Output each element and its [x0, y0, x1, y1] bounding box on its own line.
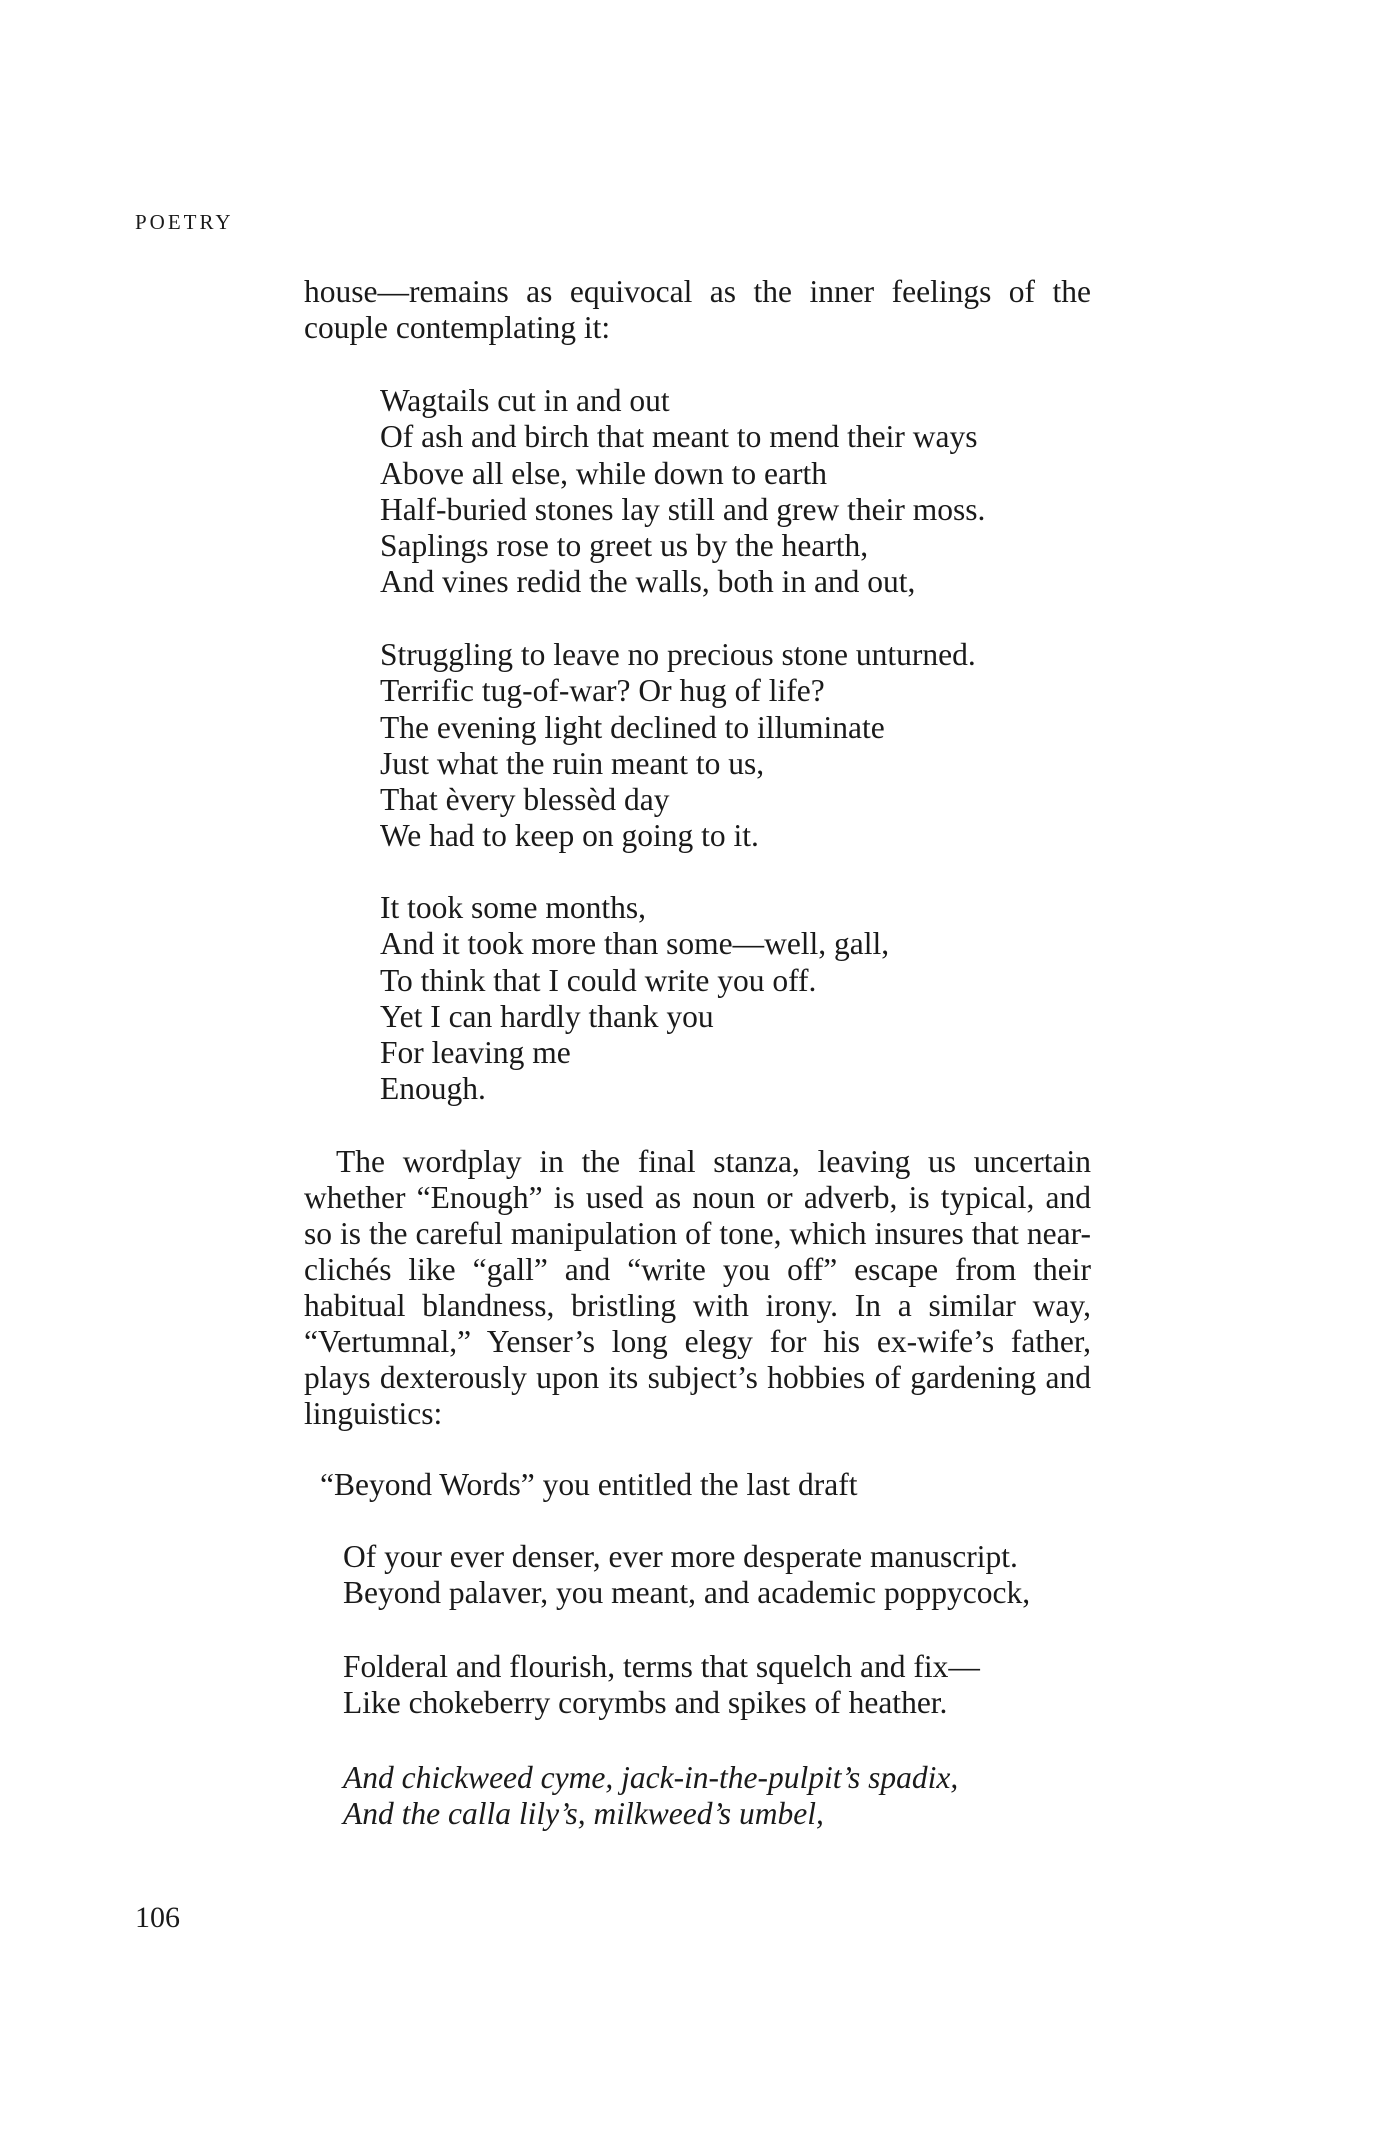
poem-line: That èvery blessèd day: [380, 782, 670, 818]
poem-line: Struggling to leave no precious stone unturned.: [380, 637, 976, 672]
poem-line: Above all else, while down to earth: [380, 455, 827, 491]
poem-line: Half-buried stones lay still and grew their moss.: [380, 491, 986, 527]
intro-paragraph: house—remains as equivocal as the inner feelings of the couple contemplating it:: [304, 274, 1091, 345]
poem-line: Of ash and birch that meant to mend their ways: [380, 419, 978, 455]
running-head: POETRY: [135, 210, 234, 234]
vertumnal-couplet-1: [343, 1539, 1030, 1611]
vertumnal-line: Folderal and flourish, terms that squelch and fix—: [343, 1649, 980, 1684]
poem-stanza-1: [380, 383, 985, 601]
poem-line: Enough.: [380, 1071, 486, 1107]
poem-line: To think that I could write you off.: [380, 962, 817, 998]
poem-stanza-3: [380, 890, 889, 1108]
poem-line: Wagtails cut in and out: [380, 383, 670, 418]
vertumnal-line: And chickweed cyme, jack-in-the-pulpit’s spadix,: [343, 1760, 959, 1795]
vertumnal-opening-line: “Beyond Words” you entitled the last draft: [320, 1467, 858, 1502]
vertumnal-line: Beyond palaver, you meant, and academic poppycock,: [343, 1575, 1031, 1610]
vertumnal-line: Of your ever denser, ever more desperate manuscript.: [343, 1539, 1018, 1574]
poem-line: Saplings rose to greet us by the hearth,: [380, 528, 869, 564]
poem-line: We had to keep on going to it.: [380, 818, 759, 854]
poem-line: And it took more than some—well, gall,: [380, 926, 890, 962]
discussion-paragraph: The wordplay in the final stanza, leaving us uncertain whether “Enough” is used as noun or adverb, is typical, and so is the careful manipulation of tone, which insures that near-clichés like “gall” and “write you off” escape from their habitual blandness, bristling with irony. In a similar way, “Vertumnal,” Yenser’s long elegy for his ex-wife’s father, plays dexterously upon its subject’s hobbies of gardening and linguistics:: [304, 1144, 1091, 1431]
vertumnal-couplet-2: [343, 1649, 980, 1721]
poem-line: It took some months,: [380, 890, 646, 925]
poem-line: The evening light declined to illuminate: [380, 709, 885, 745]
poem-line: Yet I can hardly thank you: [380, 998, 714, 1034]
vertumnal-line: Like chokeberry corymbs and spikes of heather.: [343, 1685, 948, 1720]
poem-stanza-2: [380, 637, 976, 855]
poem-line: Just what the ruin meant to us,: [380, 745, 765, 781]
vertumnal-couplet-3: [343, 1760, 958, 1832]
poem-line: Terrific tug-of-war? Or hug of life?: [380, 673, 825, 709]
poem-line: And vines redid the walls, both in and out,: [380, 564, 916, 600]
vertumnal-line: And the calla lily’s, milkweed’s umbel,: [343, 1796, 824, 1831]
page-number: 106: [135, 1901, 180, 1934]
poem-line: For leaving me: [380, 1035, 571, 1071]
